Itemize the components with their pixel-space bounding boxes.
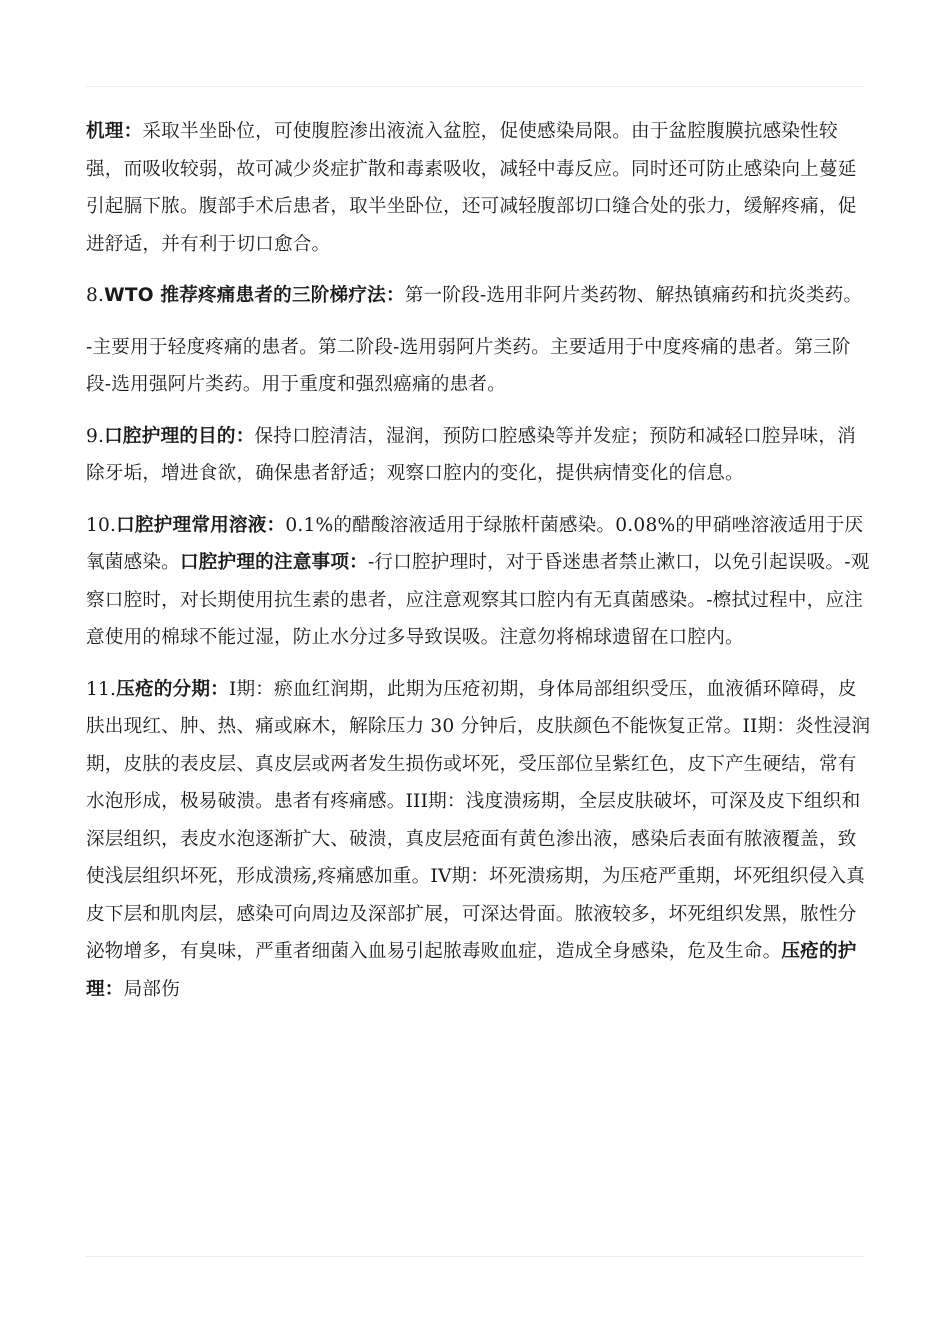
paragraph [86,507,872,657]
body-text: 8. [86,285,105,306]
header-rule [86,86,864,87]
section-heading: 口腔护理的注意事项： [179,552,368,573]
footer-rule [86,1256,864,1257]
document-body [86,113,872,1022]
body-text: 保持口腔清洁，湿润，预防口腔感染等并发症；预防和减轻口腔异味，消除牙垢，增进食欲，确保患者舒适；观察口腔内的变化，提供病情变化的信息。 [86,425,856,484]
paragraph [86,418,872,493]
body-text: 采取半坐卧位，可使腹腔渗出液流入盆腔，促使感染局限。由于盆腔腹膜抗感染性较强，而吸收较弱，故可减少炎症扩散和毒素吸收，减轻中毒反应。同时还可防止感染向上蔓延引起膈下脓。腹部手术后患者，取半坐卧位，还可减轻腹部切口缝合处的张力，缓解疼痛，促进舒适，并有利于切口愈合。 [86,121,857,255]
body-text: 9. [86,425,105,447]
body-text: 局部伤 [123,978,180,1000]
body-text: 11. [86,678,117,700]
body-text: -行口腔护理时，对于昏迷患者禁止漱口，以免引起误吸。-观察口腔时，对长期使用抗生素的患者，应注意观察其口腔内有无真菌感染。-檫拭过程中，应注意使用的棉球不能过湿，防止水分过多导致误吸。注意勿将棉球遗留在口腔内。 [86,552,870,648]
section-heading: 口腔护理常用溶液： [116,514,286,536]
section-heading: 口腔护理的目的： [104,425,255,447]
section-heading: 机理： [86,121,143,142]
paragraph [86,113,872,263]
section-heading: 压疮的分期： [116,678,229,700]
body-text: 0.1%的醋酸溶液适用于绿脓杆菌感染。0.08%的甲硝唑溶液适用于厌氧菌感染。 [86,514,864,573]
body-text: 第一阶段-选用非阿片类药物、解热镇痛药和抗炎类药。 [404,285,863,306]
paragraph [86,277,872,315]
section-heading: 压疮的护理： [86,941,857,1000]
paragraph [86,671,872,1009]
body-text: I期：瘀血红润期，此期为压疮初期，身体局部组织受压，血液循环障碍，皮肤出现红、肿、热、痛或麻木，解除压力 30 分钟后，皮肤颜色不能恢复正常。II期：炎性浸润期，皮肤的表皮层、真皮层或两者发生损伤或坏死，受压部位呈紫红色，皮下产生硬结，常有水泡形成，极易破溃。患者有疼痛感。III期：浅度溃疡期，全层皮肤破坏，可深及皮下组织和深层组织，表皮水泡逐渐扩大、破溃，真皮层疮面有黄色渗出液，感染后表面有脓液覆盖，致使浅层组织坏死，形成溃疡,疼痛感加重。IV期：坏死溃疡期，为压疮严重期，坏死组织侵入真皮下层和肌肉层，感染可向周边及深部扩展，可深达骨面。脓液较多，坏死组织发黑，脓性分泌物增多，有臭味，严重者细菌入血易引起脓毒败血症，造成全身感染，危及生命。 [86,678,871,962]
section-heading: WTO 推荐疼痛患者的三阶梯疗法： [104,285,405,306]
body-text: 10. [86,514,117,536]
paragraph [86,329,872,404]
body-text: -主要用于轻度疼痛的患者。第二阶段-选用弱阿片类药。主要适用于中度疼痛的患者。第三阶段-选用强阿片类药。用于重度和强烈癌痛的患者。 [86,336,851,395]
